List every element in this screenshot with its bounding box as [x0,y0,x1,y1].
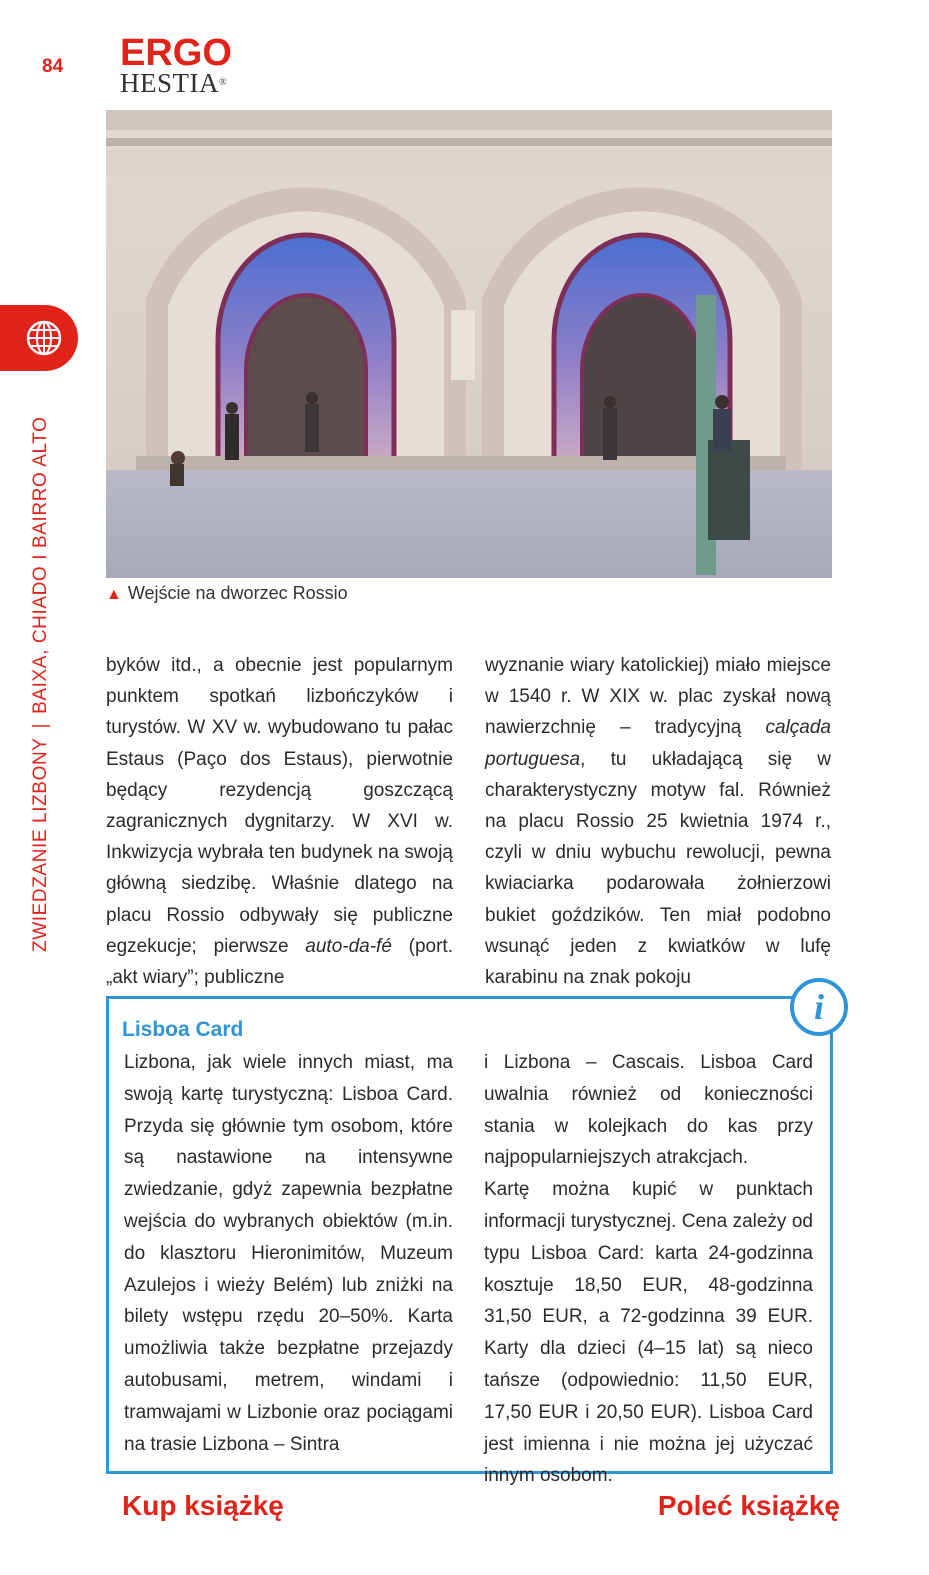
globe-icon [24,318,64,358]
ergo-hestia-logo [120,32,232,98]
photo-caption [106,583,348,604]
buy-book-link[interactable]: Kup książkę [122,1490,284,1521]
info-box-column-left [124,1047,453,1460]
info-box-left-text: Lizbona, jak wiele innych miast, ma swoją kartę turystyczną: Lisboa Card. Przyda się głównie tym osobom, które są nastawione na intensywne zwiedzanie, gdyż zapewnia bezpłatne wejścia do wybranych obiektów (m.in. do klasztoru Hieronimitów, Muzeum Azulejos i wieży Belém) lub zniżki na bilety wstępu rzędu 20–50%. Karta umożliwia także bezpłatne przejazdy autobusami, metrem, windami i tramwajami w Lizbonie oraz pociągami na trasie Lizbona – Sintra [124,1052,453,1455]
caption-text: Wejście na dworzec Rossio [127,583,348,603]
recommend-book-link[interactable]: Poleć książkę [657,1490,840,1521]
section-separator: | [30,722,51,729]
info-box-right-paragraph-2: Kartę można kupić w punktach informacji turystycznej. Cena zależy od typu Lisboa Card: karta 24-godzinna kosztuje 18,50 EUR, 48-godzinna 31,50 EUR, a 72-godzinna 39 EUR. Karty dla dzieci (4–15 lat) są nieco tańsze (odpowiednio: 11,50 EUR, 17,50 EUR i 20,50 EUR). Lisboa Card jest imienna i nie można jej użyczać innym osobom. [484,1179,813,1487]
rossio-station-photo [106,110,832,578]
section-tab [0,305,78,371]
article-paragraph-right [485,650,831,993]
article-right-em: calçada portuguesa [485,717,831,770]
article-column-right [485,650,831,993]
article-left-text-2: (port. „akt wiary”; publiczne [106,935,453,989]
logo-hestia-text: HESTIA [120,68,219,98]
info-box-column-right [484,1047,813,1492]
article-paragraph-left [106,650,453,993]
page-number: 84 [42,56,64,77]
article-right-text-2: , tu układającą się w charakterystyczny motyw fal. Również na placu Rossio 25 kwietnia 1974 r., czyli w dniu wybuchu rewolucji, pewna kwiaciarka podarowała żołnierzowi bukiet goździków. Ten miał podobno wsunąć jeden z kwiatków w lufę karabinu na znak pokoju [485,748,831,989]
logo-hestia [120,70,232,96]
info-icon: i [790,978,848,1036]
info-box-title: Lisboa Card [122,1018,244,1041]
info-box-right-paragraph-1: i Lizbona – Cascais. Lisboa Card uwalnia również od konieczności stania w kolejkach do kas przy najpopularniejszych atrakcjach. [484,1052,813,1169]
article-column-left [106,650,453,993]
article-left-text-1: byków itd., a obecnie jest popularnym punktem spotkań lizbończyków i turystów. W XV w. wybudowano tu pałac Estaus (Paço dos Estaus), pierwotnie będący rezydencją goszczącą zagranicznych dygnitarzy. W XVI w. Inkwizycja wybrała ten budynek na swoją główną siedzibę. Właśnie dlatego na placu Rossio odbywały się publiczne egzekucje; pierwsze [106,655,453,957]
article-right-text-1: wyznanie wiary katolickiej) miało miejsce w 1540 r. W XIX w. plac zyskał nową nawierzchnię – tradycyjną [485,655,831,739]
logo-registered-mark: ® [219,77,228,88]
article-left-em: auto-da-fé [305,935,392,957]
chapter-side-label [30,417,52,953]
logo-ergo: ERGO [120,32,232,74]
caption-triangle-icon: ▲ [106,586,122,603]
chapter-name: BAIXA, CHIADO I BAIRRO ALTO [30,416,51,714]
section-name: ZWIEDZANIE LIZBONY [30,737,51,952]
